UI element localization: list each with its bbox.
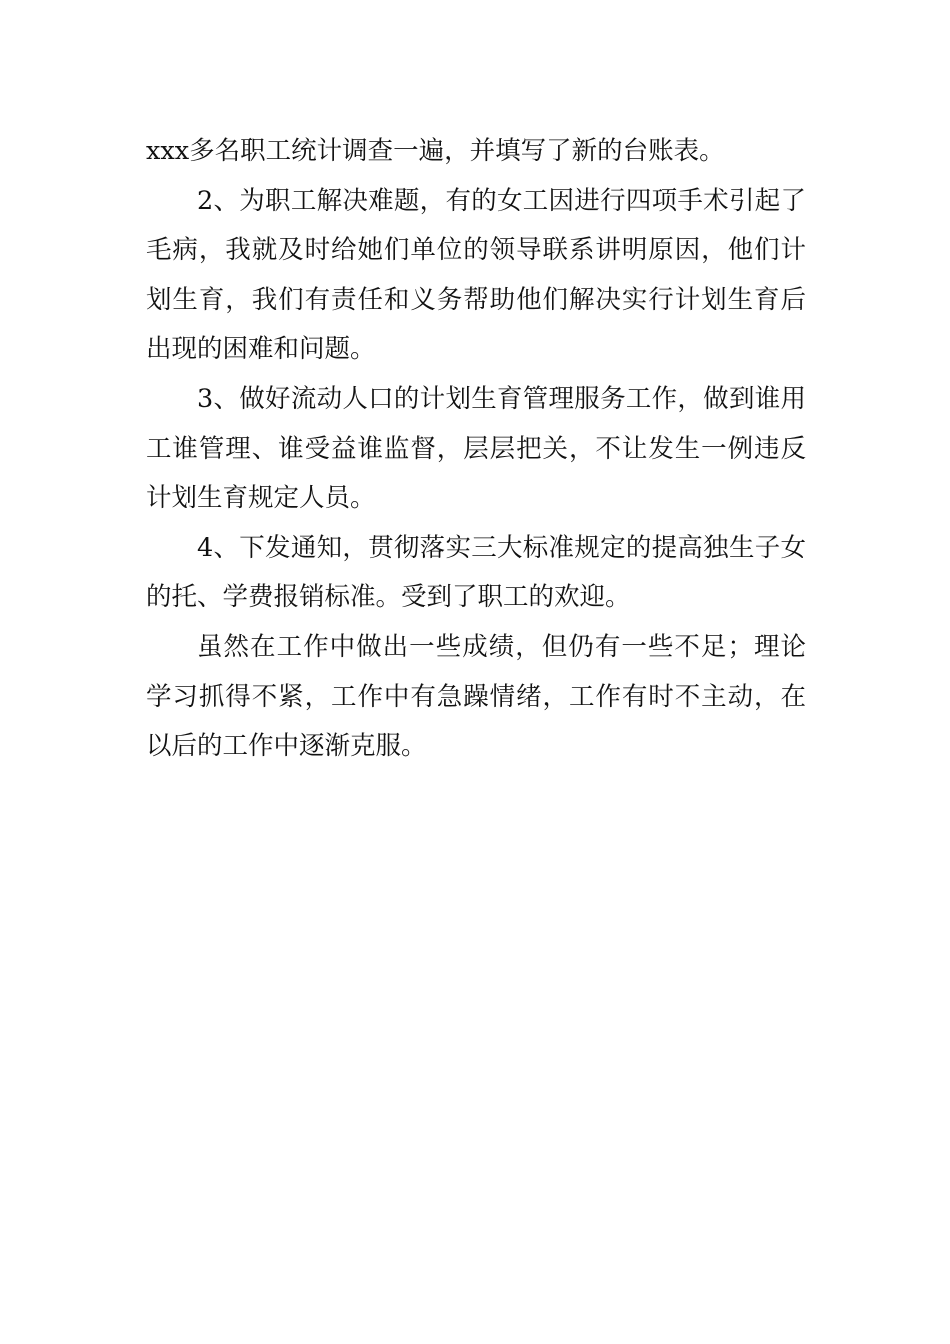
- paragraph-conclusion: 虽然在工作中做出一些成绩，但仍有一些不足；理论学习抓得不紧，工作中有急躁情绪，工作有时不主动，在以后的工作中逐渐克服。: [146, 631, 806, 762]
- paragraph-item-3: 3、做好流动人口的计划生育管理服务工作，做到谁用工谁管理、谁受益谁监督，层层把关，不让发生一例违反计划生育规定人员。: [146, 383, 806, 514]
- document-body: [146, 127, 806, 772]
- paragraph-item-4: 4、下发通知，贯彻落实三大标准规定的提高独生子女的托、学费报销标准。受到了职工的欢迎。: [146, 532, 806, 613]
- paragraph-item-2: 2、为职工解决难题，有的女工因进行四项手术引起了毛病，我就及时给她们单位的领导联系讲明原因，他们计划生育，我们有责任和义务帮助他们解决实行计划生育后出现的困难和问题。: [146, 185, 806, 365]
- paragraph-continuation: xxx多名职工统计调查一遍，并填写了新的台账表。: [146, 136, 725, 166]
